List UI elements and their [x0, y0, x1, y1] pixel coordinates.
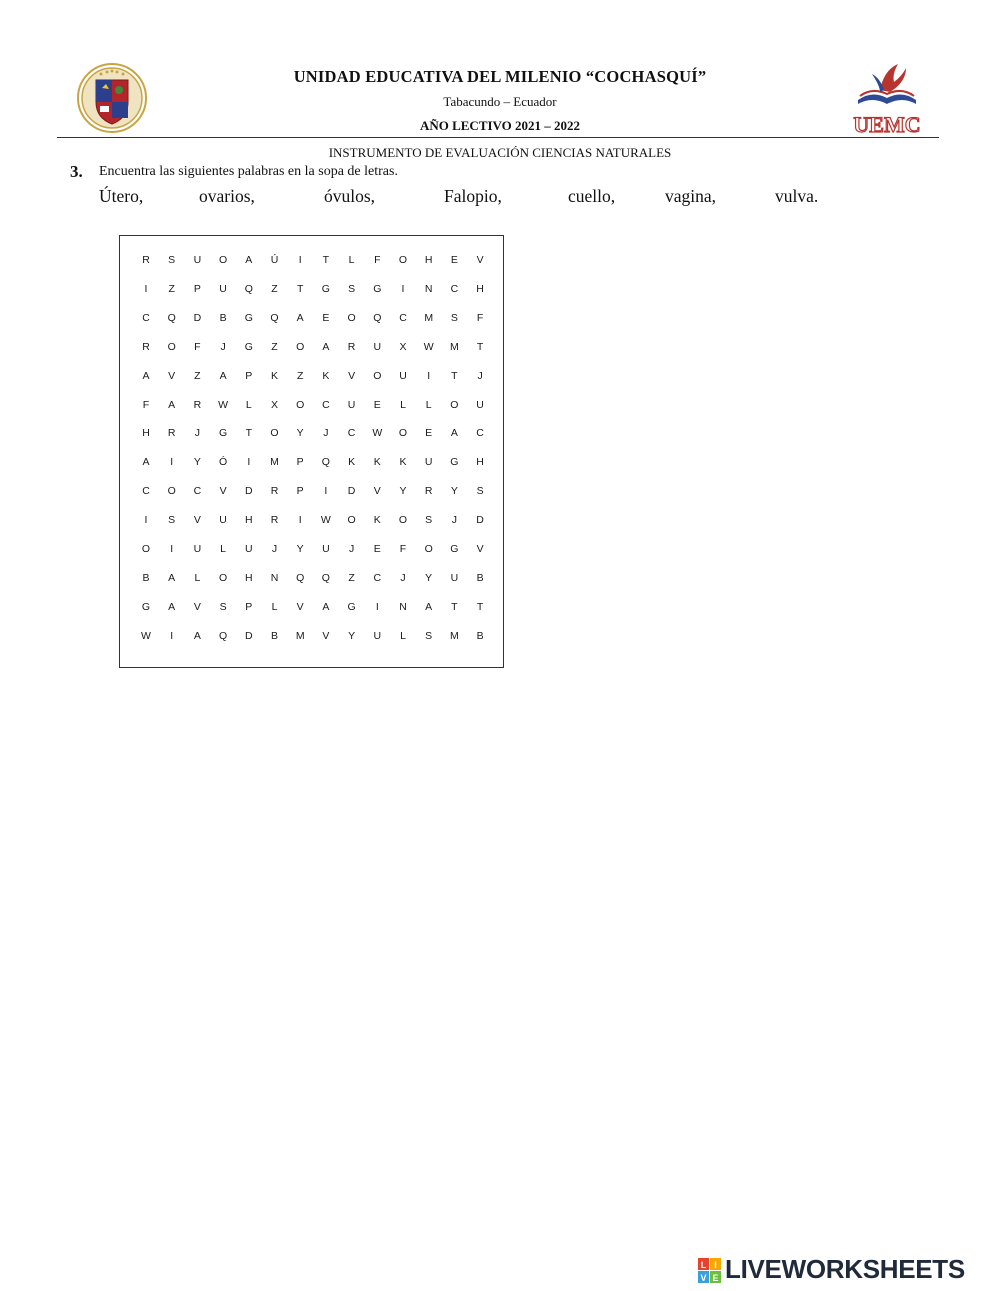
instrument-title: INSTRUMENTO DE EVALUACIÓN CIENCIAS NATURALES — [328, 145, 672, 160]
grid-letter[interactable]: U — [219, 282, 227, 295]
grid-letter[interactable]: F — [476, 311, 484, 324]
word-list — [99, 186, 839, 210]
header-divider — [57, 137, 939, 138]
question-text: Encuentra las siguientes palabras en la sopa de letras. — [99, 164, 398, 179]
grid-letter[interactable]: Y — [296, 427, 304, 440]
grid-letter[interactable]: Q — [321, 456, 330, 469]
grid-letter[interactable]: W — [218, 398, 229, 411]
grid-letter[interactable]: P — [296, 485, 304, 498]
grid-letter[interactable]: P — [245, 369, 253, 382]
grid-letter[interactable]: F — [142, 398, 150, 411]
grid-letter[interactable]: O — [398, 427, 408, 440]
word-item: Falopio, — [444, 186, 502, 206]
word-item: cuello, — [568, 186, 616, 206]
grid-letter[interactable]: E — [425, 427, 433, 440]
grid-letter[interactable]: J — [323, 427, 329, 440]
grid-letter[interactable]: D — [245, 485, 253, 498]
svg-text:L: L — [700, 1260, 707, 1270]
grid-letter[interactable]: D — [193, 311, 202, 324]
grid-letter[interactable]: T — [476, 340, 484, 353]
grid-letter[interactable]: U — [476, 398, 484, 411]
grid-letter[interactable]: E — [373, 543, 381, 555]
grid-letter[interactable]: O — [219, 571, 228, 584]
grid-letter[interactable]: I — [324, 485, 328, 498]
word-item: Útero, — [99, 186, 144, 206]
word-search-grid — [136, 254, 493, 660]
grid-letter[interactable]: T — [476, 600, 484, 613]
grid-letter[interactable]: R — [142, 340, 150, 353]
grid-letter[interactable]: F — [399, 543, 407, 555]
grid-letter[interactable]: F — [374, 254, 381, 266]
grid-letter[interactable]: Z — [271, 340, 278, 353]
grid-letter[interactable]: G — [244, 340, 253, 353]
school-location: Tabacundo – Ecuador — [443, 94, 557, 109]
grid-letter[interactable]: Ú — [270, 254, 279, 266]
grid-letter[interactable]: U — [193, 543, 202, 555]
grid-letter[interactable]: H — [424, 254, 433, 266]
grid-letter[interactable]: L — [348, 254, 355, 266]
grid-letter[interactable]: R — [270, 485, 279, 498]
grid-letter[interactable]: P — [296, 456, 304, 469]
grid-letter[interactable]: A — [168, 398, 176, 411]
grid-letter[interactable]: U — [322, 543, 330, 555]
grid-letter[interactable]: V — [168, 369, 176, 382]
grid-letter[interactable]: B — [219, 311, 227, 324]
grid-letter[interactable]: P — [245, 600, 253, 613]
grid-letter[interactable]: G — [347, 600, 356, 613]
grid-letter[interactable]: O — [141, 543, 151, 555]
grid-letter[interactable]: A — [245, 254, 253, 266]
grid-letter[interactable]: Y — [425, 571, 433, 584]
grid-letter[interactable]: G — [244, 311, 253, 324]
grid-letter[interactable]: S — [219, 600, 227, 613]
grid-letter[interactable]: O — [270, 427, 279, 440]
grid-letter[interactable]: V — [193, 600, 201, 613]
grid-letter[interactable]: S — [425, 514, 433, 527]
grid-letter[interactable]: D — [245, 629, 253, 642]
grid-letter[interactable]: K — [399, 456, 407, 469]
grid-letter[interactable]: Q — [219, 629, 228, 642]
grid-letter[interactable]: Z — [194, 369, 201, 382]
grid-letter[interactable]: J — [271, 543, 278, 555]
grid-letter[interactable]: O — [296, 398, 305, 411]
grid-letter[interactable]: O — [347, 514, 356, 527]
grid-letter[interactable]: G — [321, 282, 330, 295]
grid-letter[interactable]: I — [298, 514, 302, 527]
grid-letter[interactable]: L — [271, 600, 278, 613]
grid-letter[interactable]: V — [373, 485, 381, 498]
grid-letter[interactable]: Q — [373, 311, 382, 324]
grid-letter[interactable]: A — [322, 600, 330, 613]
grid-letter[interactable]: M — [450, 340, 459, 353]
grid-letter[interactable]: W — [320, 514, 331, 527]
grid-letter[interactable]: T — [245, 427, 252, 440]
grid-letter[interactable]: G — [373, 282, 382, 295]
grid-letter[interactable]: V — [348, 369, 356, 382]
grid-letter[interactable]: W — [423, 340, 434, 353]
grid-letter[interactable]: J — [220, 340, 226, 353]
grid-letter[interactable]: V — [476, 543, 484, 555]
grid-letter[interactable]: K — [373, 514, 381, 527]
grid-letter[interactable]: G — [450, 456, 459, 469]
word-search-box — [119, 235, 504, 668]
svg-text:E: E — [712, 1273, 719, 1283]
grid-letter[interactable]: K — [322, 369, 330, 382]
grid-letter[interactable]: M — [270, 456, 279, 469]
grid-letter[interactable]: B — [476, 571, 484, 584]
grid-letter[interactable]: I — [427, 369, 431, 382]
grid-letter[interactable]: G — [450, 543, 459, 555]
grid-letter[interactable]: C — [322, 398, 330, 411]
grid-letter[interactable]: U — [347, 398, 356, 411]
grid-letter[interactable]: N — [399, 600, 407, 613]
grid-letter[interactable]: H — [142, 427, 150, 440]
word-item: ovarios, — [199, 186, 255, 206]
grid-letter[interactable]: S — [450, 311, 458, 324]
grid-letter[interactable]: S — [476, 485, 484, 498]
grid-letter[interactable]: Z — [296, 369, 304, 382]
word-item: vulva. — [775, 186, 819, 206]
grid-letter[interactable]: L — [400, 629, 406, 642]
grid-letter[interactable]: L — [245, 398, 252, 411]
uemc-logo-text: UEMC — [853, 112, 921, 136]
grid-letter[interactable]: U — [450, 571, 459, 584]
grid-letter[interactable]: L — [194, 571, 201, 584]
grid-letter[interactable]: R — [347, 340, 356, 353]
grid-letter[interactable]: J — [194, 427, 201, 440]
grid-letter[interactable]: K — [270, 369, 278, 382]
word-item: vagina, — [665, 186, 717, 206]
grid-letter[interactable]: B — [270, 629, 278, 642]
grid-letter[interactable]: K — [348, 456, 356, 469]
grid-letter[interactable]: Q — [321, 571, 330, 584]
school-year: AÑO LECTIVO 2021 – 2022 — [419, 118, 581, 133]
grid-letter[interactable]: R — [142, 254, 150, 266]
liveworksheets-badge-icon — [697, 1257, 723, 1285]
grid-letter[interactable]: N — [424, 282, 433, 295]
grid-letter[interactable]: A — [142, 369, 150, 382]
grid-letter[interactable]: A — [322, 340, 330, 353]
grid-letter[interactable]: V — [476, 254, 484, 266]
grid-letter[interactable]: H — [476, 282, 484, 295]
grid-letter[interactable]: D — [476, 514, 484, 527]
grid-letter[interactable]: M — [450, 629, 459, 642]
grid-letter[interactable]: V — [193, 514, 201, 527]
grid-letter[interactable]: Z — [168, 282, 175, 295]
grid-letter[interactable]: T — [296, 282, 304, 295]
question-number: 3. — [70, 162, 83, 181]
svg-text:V: V — [700, 1273, 707, 1283]
grid-letter[interactable]: C — [373, 571, 382, 584]
grid-letter[interactable]: R — [424, 485, 433, 498]
grid-letter[interactable]: T — [322, 254, 330, 266]
grid-letter[interactable]: O — [167, 340, 176, 353]
grid-letter[interactable]: A — [168, 571, 176, 584]
grid-letter[interactable]: J — [400, 571, 406, 584]
grid-letter[interactable]: I — [401, 282, 405, 295]
grid-letter[interactable]: C — [193, 485, 202, 498]
grid-letter[interactable]: U — [219, 514, 227, 527]
grid-letter[interactable]: U — [424, 456, 433, 469]
grid-letter[interactable]: U — [245, 543, 253, 555]
grid-letter[interactable]: G — [141, 600, 151, 613]
grid-letter[interactable]: V — [219, 485, 227, 498]
grid-letter[interactable]: Z — [348, 571, 355, 584]
school-name: UNIDAD EDUCATIVA DEL MILENIO “COCHASQUÍ” — [293, 67, 707, 86]
grid-letter[interactable]: Q — [244, 282, 253, 295]
grid-letter[interactable]: A — [450, 427, 458, 440]
grid-letter[interactable]: O — [398, 514, 408, 527]
grid-letter[interactable]: I — [298, 254, 302, 266]
grid-letter[interactable]: L — [425, 398, 432, 411]
grid-letter[interactable]: B — [142, 571, 150, 584]
grid-letter[interactable]: J — [477, 369, 483, 382]
grid-letter[interactable]: Y — [296, 543, 304, 555]
grid-letter[interactable]: J — [451, 514, 458, 527]
grid-letter[interactable]: M — [295, 629, 305, 642]
grid-letter[interactable]: U — [373, 629, 382, 642]
grid-letter[interactable]: K — [373, 456, 381, 469]
grid-letter[interactable]: U — [193, 254, 202, 266]
grid-letter[interactable]: C — [142, 485, 150, 498]
grid-letter[interactable]: I — [144, 282, 148, 295]
liveworksheets-text: LIVEWORKSHEETS — [725, 1254, 965, 1284]
grid-letter[interactable]: U — [399, 369, 407, 382]
grid-letter[interactable]: T — [451, 369, 458, 382]
grid-letter[interactable]: U — [373, 340, 382, 353]
grid-letter[interactable]: H — [476, 456, 484, 469]
grid-letter[interactable]: Y — [348, 629, 356, 642]
grid-letter[interactable]: C — [347, 427, 356, 440]
grid-letter[interactable]: E — [322, 311, 330, 324]
grid-letter[interactable]: O — [398, 254, 408, 266]
grid-letter[interactable]: Y — [193, 456, 201, 469]
grid-letter[interactable]: P — [193, 282, 201, 295]
grid-letter[interactable]: S — [168, 514, 176, 527]
grid-letter[interactable]: S — [425, 629, 433, 642]
grid-letter[interactable]: A — [168, 600, 176, 613]
grid-letter[interactable]: A — [219, 369, 227, 382]
grid-letter[interactable]: W — [141, 629, 151, 642]
grid-letter[interactable]: A — [142, 456, 150, 469]
svg-text:I: I — [714, 1260, 717, 1270]
grid-letter[interactable]: C — [142, 311, 150, 324]
grid-letter[interactable]: C — [399, 311, 407, 324]
grid-letter[interactable]: H — [245, 514, 253, 527]
grid-letter[interactable]: N — [270, 571, 279, 584]
grid-letter[interactable]: Z — [271, 282, 278, 295]
grid-letter[interactable]: O — [373, 369, 382, 382]
grid-letter[interactable]: L — [220, 543, 227, 555]
grid-letter[interactable]: I — [247, 456, 251, 469]
grid-letter[interactable]: O — [296, 340, 305, 353]
grid-letter[interactable]: A — [425, 600, 433, 613]
grid-letter[interactable]: F — [194, 340, 201, 353]
grid-letter[interactable]: R — [193, 398, 202, 411]
grid-letter[interactable]: Q — [167, 311, 176, 324]
liveworksheets-watermark — [697, 1253, 997, 1287]
grid-letter[interactable]: V — [296, 600, 304, 613]
grid-letter[interactable]: Q — [270, 311, 279, 324]
grid-letter[interactable]: S — [168, 254, 176, 266]
grid-letter[interactable]: V — [322, 629, 330, 642]
grid-letter[interactable]: E — [450, 254, 458, 266]
grid-letter[interactable]: R — [270, 514, 279, 527]
grid-letter[interactable]: I — [170, 629, 174, 642]
grid-letter[interactable]: B — [476, 629, 484, 642]
grid-letter[interactable]: C — [476, 427, 484, 440]
grid-letter[interactable]: O — [347, 311, 356, 324]
grid-letter[interactable]: O — [219, 254, 228, 266]
grid-letter[interactable]: A — [193, 629, 201, 642]
word-item: óvulos, — [324, 186, 376, 206]
grid-letter[interactable]: W — [372, 427, 383, 440]
grid-letter[interactable]: L — [400, 398, 406, 411]
grid-letter[interactable]: O — [450, 398, 459, 411]
grid-letter[interactable]: X — [399, 340, 407, 353]
grid-letter[interactable]: Ó — [219, 456, 228, 469]
grid-letter[interactable]: X — [270, 398, 278, 411]
grid-letter[interactable]: E — [373, 398, 381, 411]
grid-letter[interactable]: S — [348, 282, 356, 295]
grid-letter[interactable]: I — [144, 514, 148, 527]
grid-letter[interactable]: O — [167, 485, 176, 498]
grid-letter[interactable]: O — [424, 543, 433, 555]
grid-letter[interactable]: I — [170, 456, 174, 469]
grid-letter[interactable]: Y — [399, 485, 407, 498]
grid-letter[interactable]: M — [424, 311, 434, 324]
grid-letter[interactable]: R — [167, 427, 176, 440]
grid-letter[interactable]: D — [347, 485, 356, 498]
grid-letter[interactable]: C — [450, 282, 459, 295]
grid-letter[interactable]: I — [170, 543, 174, 555]
grid-letter[interactable]: Y — [450, 485, 458, 498]
grid-letter[interactable]: T — [451, 600, 458, 613]
grid-letter[interactable]: J — [348, 543, 355, 555]
grid-letter[interactable]: I — [375, 600, 379, 613]
grid-letter[interactable]: Q — [296, 571, 305, 584]
grid-letter[interactable]: G — [219, 427, 228, 440]
grid-letter[interactable]: A — [296, 311, 304, 324]
grid-letter[interactable]: H — [245, 571, 253, 584]
